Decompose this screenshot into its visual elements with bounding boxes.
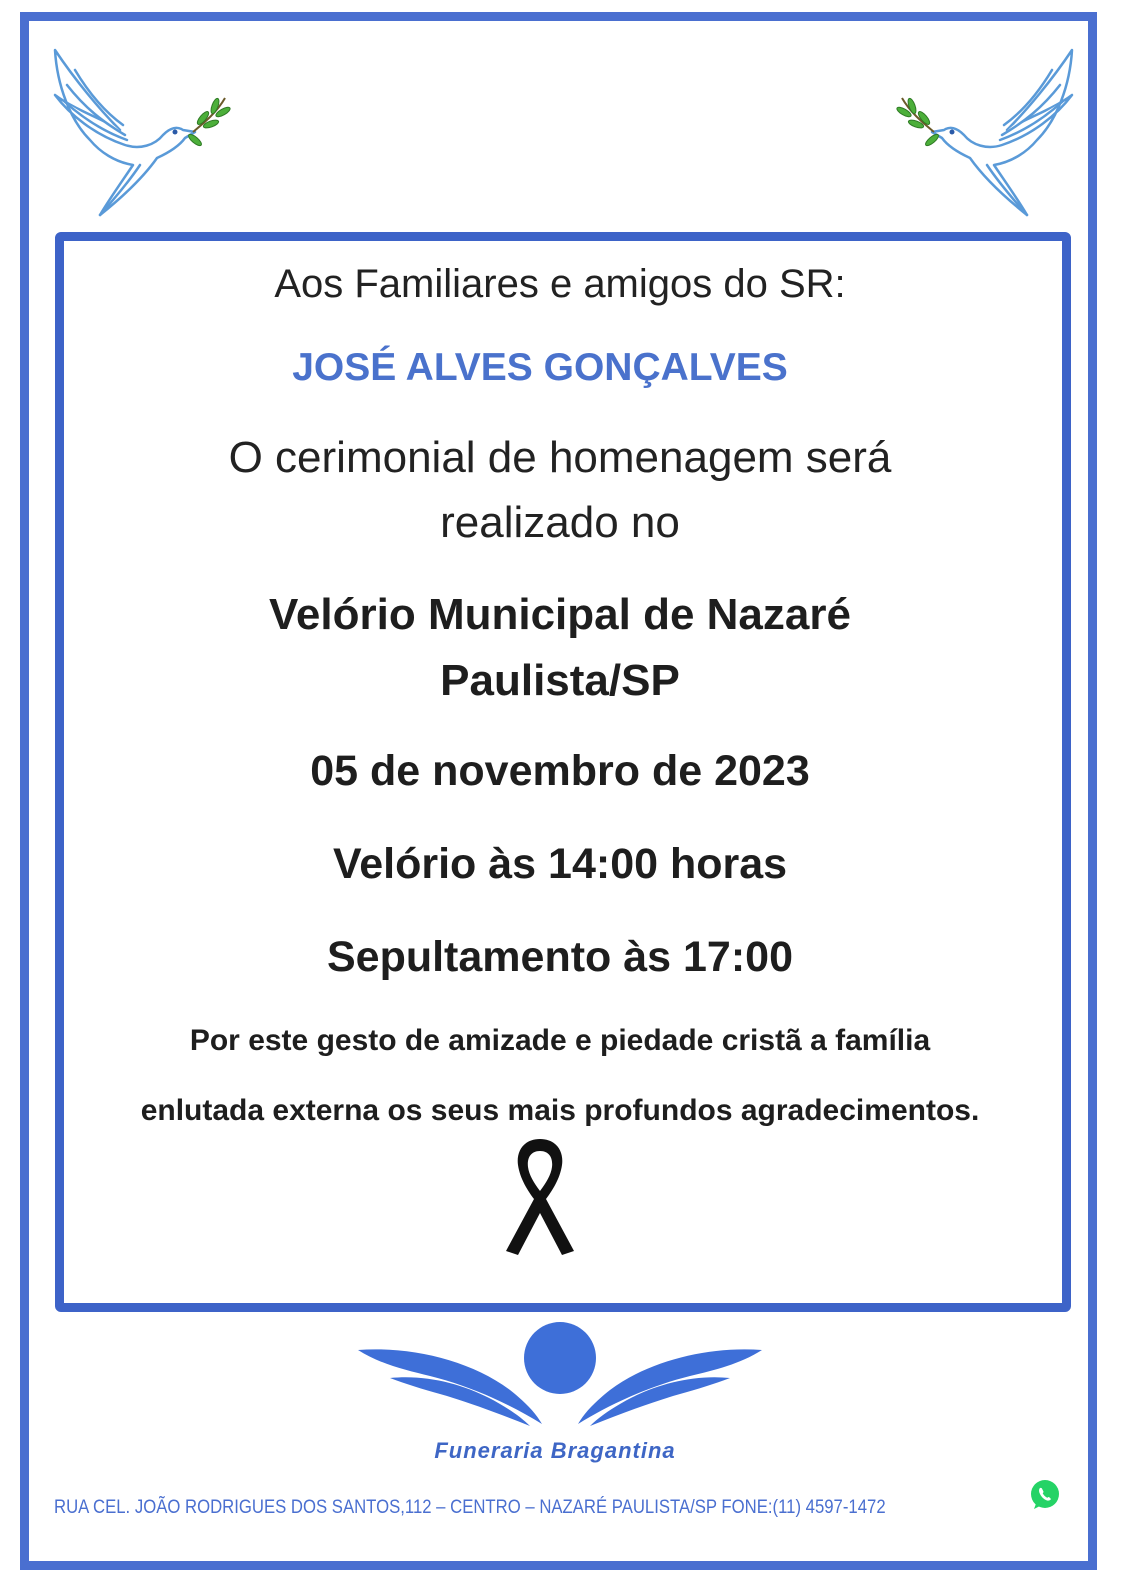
whatsapp-icon <box>1028 1478 1062 1512</box>
company-name: Funeraria Bragantina <box>434 1438 676 1463</box>
burial-time: Sepultamento às 17:00 <box>326 933 793 981</box>
footer-address: RUA CEL. JOÃO RODRIGUES DOS SANTOS,112 – CENTRO – NAZARÉ PAULISTA/SP FONE:(11) 4597-1472 <box>54 1497 886 1518</box>
venue-line-1: Velório Municipal de Nazaré <box>269 590 851 639</box>
ceremony-text-line-2: realizado no <box>440 498 680 547</box>
ceremony-text-line-1: O cerimonial de homenagem será <box>228 433 892 482</box>
venue-line-2: Paulista/SP <box>440 656 680 705</box>
ceremony-date: 05 de novembro de 2023 <box>310 747 810 795</box>
deceased-name: JOSÉ ALVES GONÇALVES <box>292 346 788 389</box>
funeral-home-logo <box>350 1320 770 1430</box>
wake-time: Velório às 14:00 horas <box>332 840 788 888</box>
dove-icon <box>892 40 1082 230</box>
thanks-line-2: enlutada externa os seus mais profundos agradecimentos. <box>140 1094 980 1127</box>
thanks-line-1: Por este gesto de amizade e piedade cristã a família <box>189 1024 931 1057</box>
intro-text: Aos Familiares e amigos do SR: <box>274 262 846 306</box>
mourning-ribbon-icon <box>500 1133 580 1258</box>
dove-icon <box>45 40 235 230</box>
